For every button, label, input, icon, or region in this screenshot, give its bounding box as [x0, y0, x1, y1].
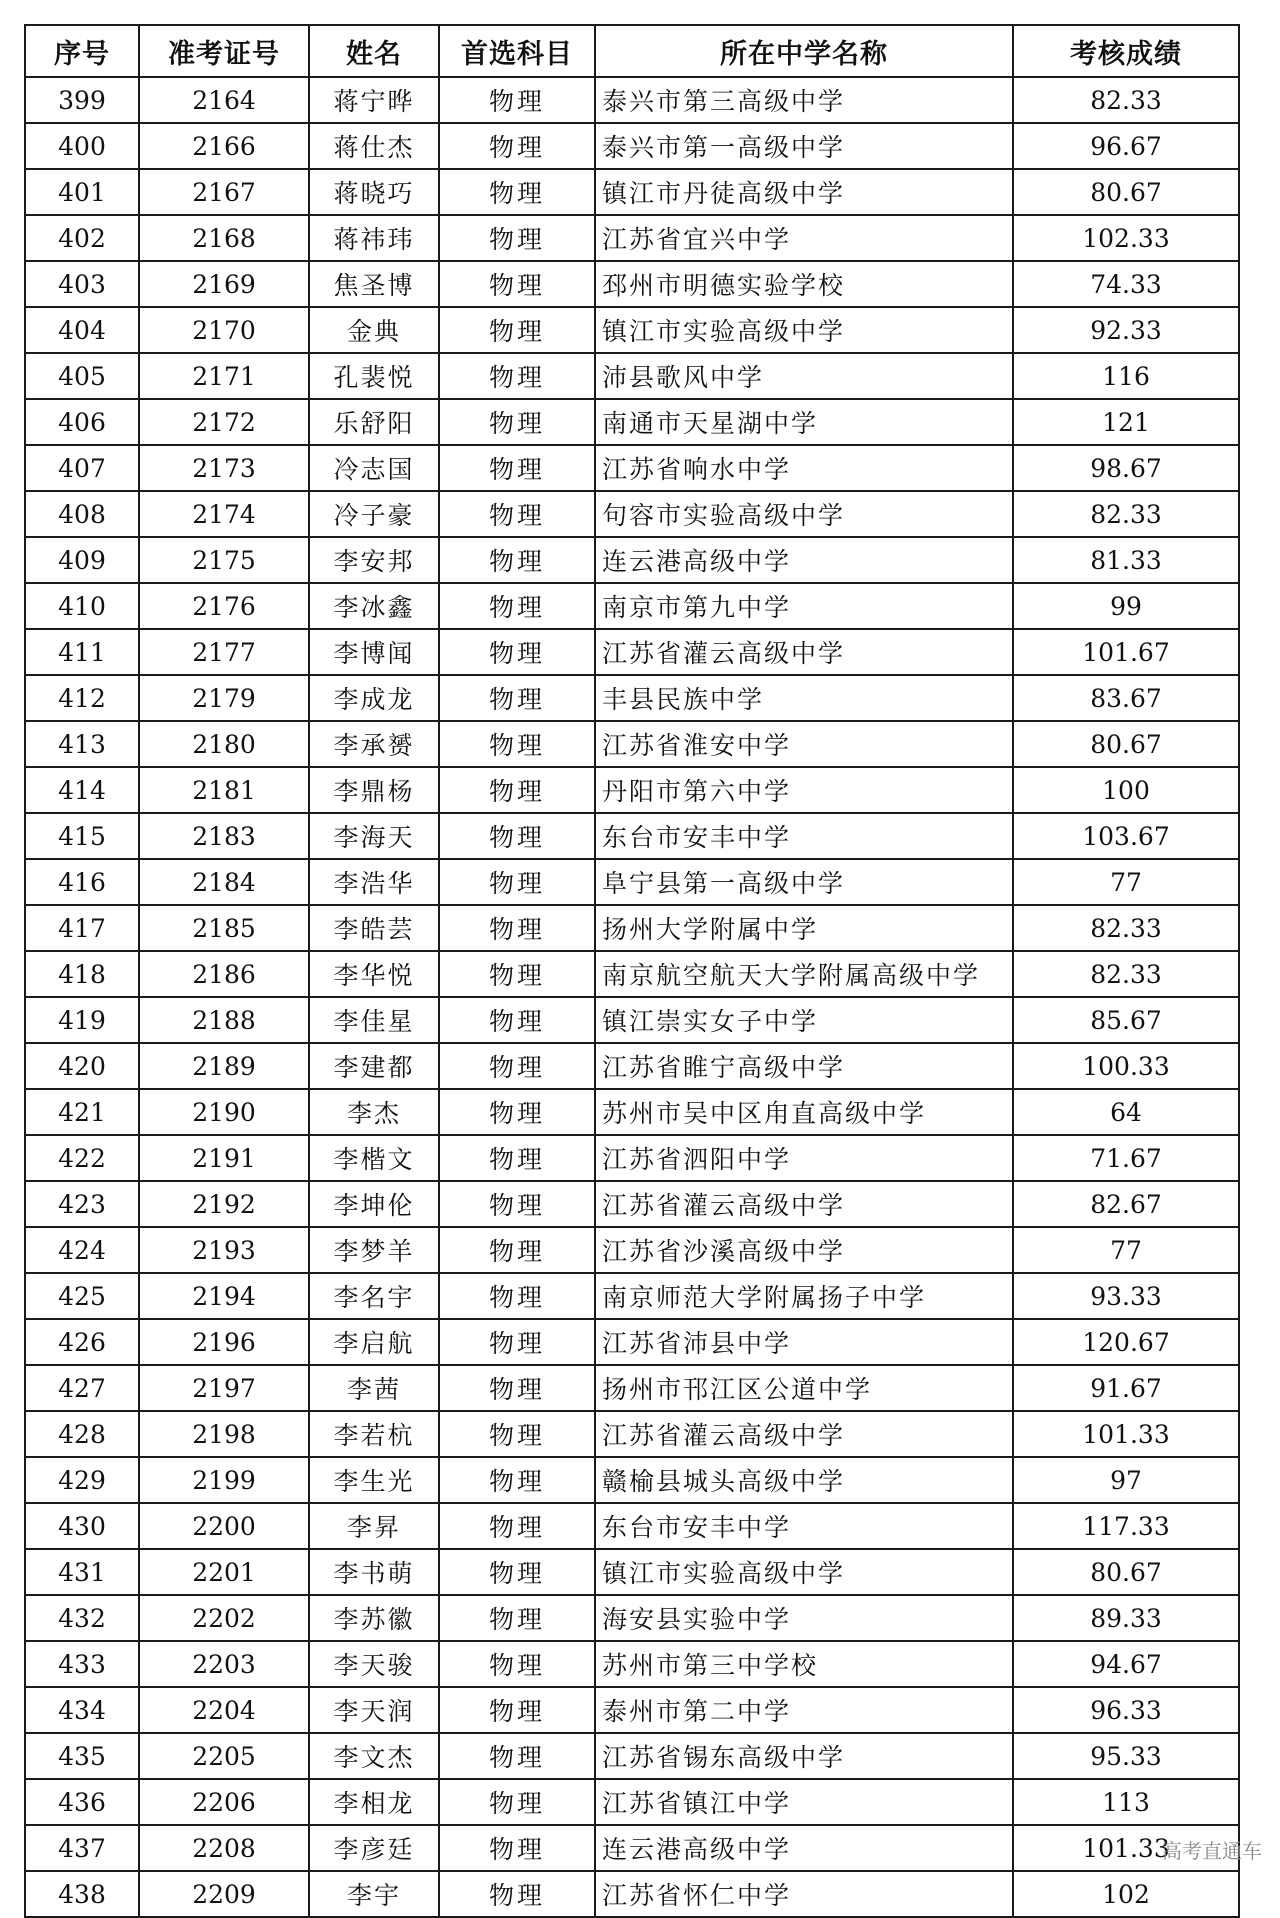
cell-school: 镇江崇实女子中学 [595, 997, 1013, 1043]
cell-school: 赣榆县城头高级中学 [595, 1457, 1013, 1503]
cell-school: 南京师范大学附属扬子中学 [595, 1273, 1013, 1319]
cell-exam-number: 2194 [139, 1273, 309, 1319]
cell-school: 江苏省沛县中学 [595, 1319, 1013, 1365]
cell-index: 417 [25, 905, 139, 951]
cell-name: 李名宇 [309, 1273, 439, 1319]
cell-score: 77 [1013, 1227, 1239, 1273]
cell-score: 95.33 [1013, 1733, 1239, 1779]
table-row [25, 169, 1239, 215]
cell-name: 李皓芸 [309, 905, 439, 951]
cell-school: 江苏省怀仁中学 [595, 1871, 1013, 1917]
cell-score: 113 [1013, 1779, 1239, 1825]
cell-score: 80.67 [1013, 721, 1239, 767]
cell-exam-number: 2169 [139, 261, 309, 307]
cell-subject: 物理 [439, 767, 595, 813]
cell-score: 97 [1013, 1457, 1239, 1503]
cell-exam-number: 2198 [139, 1411, 309, 1457]
cell-subject: 物理 [439, 1503, 595, 1549]
cell-name: 李生光 [309, 1457, 439, 1503]
cell-name: 李启航 [309, 1319, 439, 1365]
table-row [25, 1825, 1239, 1871]
cell-name: 李天润 [309, 1687, 439, 1733]
cell-subject: 物理 [439, 675, 595, 721]
cell-exam-number: 2180 [139, 721, 309, 767]
cell-exam-number: 2208 [139, 1825, 309, 1871]
cell-name: 李若杭 [309, 1411, 439, 1457]
cell-subject: 物理 [439, 1779, 595, 1825]
cell-name: 冷志国 [309, 445, 439, 491]
cell-exam-number: 2199 [139, 1457, 309, 1503]
cell-subject: 物理 [439, 1181, 595, 1227]
cell-name: 李博闻 [309, 629, 439, 675]
cell-exam-number: 2197 [139, 1365, 309, 1411]
cell-index: 437 [25, 1825, 139, 1871]
cell-index: 425 [25, 1273, 139, 1319]
table-row [25, 1549, 1239, 1595]
cell-index: 415 [25, 813, 139, 859]
cell-school: 江苏省响水中学 [595, 445, 1013, 491]
table-row [25, 445, 1239, 491]
cell-subject: 物理 [439, 1089, 595, 1135]
cell-name: 孔裴悦 [309, 353, 439, 399]
cell-school: 泰兴市第一高级中学 [595, 123, 1013, 169]
cell-school: 江苏省镇江中学 [595, 1779, 1013, 1825]
table-row [25, 1733, 1239, 1779]
cell-school: 泰兴市第三高级中学 [595, 77, 1013, 123]
table-row [25, 1503, 1239, 1549]
header-exam-number: 准考证号 [139, 25, 309, 77]
cell-score: 96.33 [1013, 1687, 1239, 1733]
cell-exam-number: 2166 [139, 123, 309, 169]
cell-score: 82.67 [1013, 1181, 1239, 1227]
cell-exam-number: 2184 [139, 859, 309, 905]
cell-subject: 物理 [439, 537, 595, 583]
cell-score: 120.67 [1013, 1319, 1239, 1365]
cell-score: 121 [1013, 399, 1239, 445]
cell-score: 82.33 [1013, 905, 1239, 951]
cell-exam-number: 2179 [139, 675, 309, 721]
cell-name: 李安邦 [309, 537, 439, 583]
cell-exam-number: 2192 [139, 1181, 309, 1227]
cell-score: 71.67 [1013, 1135, 1239, 1181]
header-index: 序号 [25, 25, 139, 77]
table-row [25, 1641, 1239, 1687]
cell-school: 南通市天星湖中学 [595, 399, 1013, 445]
cell-score: 82.33 [1013, 951, 1239, 997]
cell-subject: 物理 [439, 123, 595, 169]
cell-exam-number: 2177 [139, 629, 309, 675]
cell-name: 李浩华 [309, 859, 439, 905]
cell-score: 82.33 [1013, 491, 1239, 537]
cell-exam-number: 2173 [139, 445, 309, 491]
cell-name: 李坤伦 [309, 1181, 439, 1227]
cell-exam-number: 2205 [139, 1733, 309, 1779]
cell-name: 李茜 [309, 1365, 439, 1411]
cell-subject: 物理 [439, 1733, 595, 1779]
cell-subject: 物理 [439, 629, 595, 675]
cell-index: 410 [25, 583, 139, 629]
cell-name: 李佳星 [309, 997, 439, 1043]
cell-score: 85.67 [1013, 997, 1239, 1043]
table-row [25, 675, 1239, 721]
cell-subject: 物理 [439, 1457, 595, 1503]
cell-index: 412 [25, 675, 139, 721]
cell-school: 阜宁县第一高级中学 [595, 859, 1013, 905]
cell-subject: 物理 [439, 77, 595, 123]
cell-school: 邳州市明德实验学校 [595, 261, 1013, 307]
cell-exam-number: 2190 [139, 1089, 309, 1135]
cell-index: 399 [25, 77, 139, 123]
cell-subject: 物理 [439, 1135, 595, 1181]
cell-index: 429 [25, 1457, 139, 1503]
table-row [25, 859, 1239, 905]
cell-index: 434 [25, 1687, 139, 1733]
cell-index: 419 [25, 997, 139, 1043]
cell-index: 400 [25, 123, 139, 169]
cell-school: 句容市实验高级中学 [595, 491, 1013, 537]
cell-subject: 物理 [439, 1825, 595, 1871]
cell-score: 102 [1013, 1871, 1239, 1917]
table-row [25, 767, 1239, 813]
cell-index: 405 [25, 353, 139, 399]
cell-exam-number: 2189 [139, 1043, 309, 1089]
cell-school: 江苏省淮安中学 [595, 721, 1013, 767]
cell-score: 101.33 [1013, 1411, 1239, 1457]
cell-index: 408 [25, 491, 139, 537]
cell-name: 李相龙 [309, 1779, 439, 1825]
cell-index: 413 [25, 721, 139, 767]
cell-school: 连云港高级中学 [595, 1825, 1013, 1871]
cell-subject: 物理 [439, 169, 595, 215]
table-row [25, 1089, 1239, 1135]
cell-index: 428 [25, 1411, 139, 1457]
cell-score: 80.67 [1013, 169, 1239, 215]
cell-name: 李杰 [309, 1089, 439, 1135]
cell-name: 李华悦 [309, 951, 439, 997]
cell-exam-number: 2188 [139, 997, 309, 1043]
cell-index: 420 [25, 1043, 139, 1089]
cell-school: 丹阳市第六中学 [595, 767, 1013, 813]
cell-school: 苏州市第三中学校 [595, 1641, 1013, 1687]
cell-subject: 物理 [439, 1641, 595, 1687]
cell-score: 100 [1013, 767, 1239, 813]
cell-subject: 物理 [439, 445, 595, 491]
table-row [25, 1319, 1239, 1365]
cell-index: 421 [25, 1089, 139, 1135]
cell-school: 南京市第九中学 [595, 583, 1013, 629]
cell-score: 74.33 [1013, 261, 1239, 307]
table-row [25, 1779, 1239, 1825]
table-row [25, 1687, 1239, 1733]
cell-school: 江苏省锡东高级中学 [595, 1733, 1013, 1779]
cell-score: 80.67 [1013, 1549, 1239, 1595]
cell-subject: 物理 [439, 1871, 595, 1917]
cell-exam-number: 2186 [139, 951, 309, 997]
table-row [25, 537, 1239, 583]
cell-subject: 物理 [439, 721, 595, 767]
cell-score: 91.67 [1013, 1365, 1239, 1411]
cell-index: 427 [25, 1365, 139, 1411]
cell-index: 424 [25, 1227, 139, 1273]
table-row [25, 123, 1239, 169]
table-row [25, 813, 1239, 859]
cell-index: 407 [25, 445, 139, 491]
cell-name: 李成龙 [309, 675, 439, 721]
table-row [25, 307, 1239, 353]
cell-score: 81.33 [1013, 537, 1239, 583]
table-header-row [25, 25, 1239, 77]
table-row [25, 261, 1239, 307]
cell-exam-number: 2172 [139, 399, 309, 445]
cell-index: 406 [25, 399, 139, 445]
cell-subject: 物理 [439, 261, 595, 307]
cell-exam-number: 2196 [139, 1319, 309, 1365]
cell-index: 416 [25, 859, 139, 905]
cell-exam-number: 2191 [139, 1135, 309, 1181]
cell-score: 102.33 [1013, 215, 1239, 261]
table-row [25, 77, 1239, 123]
cell-exam-number: 2206 [139, 1779, 309, 1825]
table-row [25, 491, 1239, 537]
cell-score: 89.33 [1013, 1595, 1239, 1641]
cell-index: 409 [25, 537, 139, 583]
cell-exam-number: 2175 [139, 537, 309, 583]
watermark: 高考直通车 [1162, 1839, 1262, 1863]
cell-exam-number: 2204 [139, 1687, 309, 1733]
cell-name: 李苏徽 [309, 1595, 439, 1641]
table-row [25, 1043, 1239, 1089]
cell-school: 扬州大学附属中学 [595, 905, 1013, 951]
table-row [25, 1365, 1239, 1411]
cell-subject: 物理 [439, 215, 595, 261]
cell-exam-number: 2209 [139, 1871, 309, 1917]
cell-score: 64 [1013, 1089, 1239, 1135]
cell-subject: 物理 [439, 859, 595, 905]
cell-name: 李鼎杨 [309, 767, 439, 813]
cell-index: 402 [25, 215, 139, 261]
cell-score: 77 [1013, 859, 1239, 905]
cell-subject: 物理 [439, 1273, 595, 1319]
header-school: 所在中学名称 [595, 25, 1013, 77]
cell-score: 103.67 [1013, 813, 1239, 859]
cell-name: 李天骏 [309, 1641, 439, 1687]
cell-score: 96.67 [1013, 123, 1239, 169]
cell-index: 436 [25, 1779, 139, 1825]
table-row [25, 997, 1239, 1043]
table-row [25, 951, 1239, 997]
cell-school: 镇江市丹徒高级中学 [595, 169, 1013, 215]
cell-school: 泰州市第二中学 [595, 1687, 1013, 1733]
cell-score: 117.33 [1013, 1503, 1239, 1549]
cell-subject: 物理 [439, 1227, 595, 1273]
table-row [25, 1411, 1239, 1457]
table-row [25, 1871, 1239, 1917]
cell-exam-number: 2185 [139, 905, 309, 951]
header-score: 考核成绩 [1013, 25, 1239, 77]
cell-index: 403 [25, 261, 139, 307]
cell-index: 401 [25, 169, 139, 215]
cell-subject: 物理 [439, 951, 595, 997]
cell-exam-number: 2171 [139, 353, 309, 399]
cell-name: 蒋祎玮 [309, 215, 439, 261]
cell-school: 海安县实验中学 [595, 1595, 1013, 1641]
cell-index: 426 [25, 1319, 139, 1365]
cell-name: 李昇 [309, 1503, 439, 1549]
cell-school: 江苏省灌云高级中学 [595, 1181, 1013, 1227]
table-row [25, 215, 1239, 261]
cell-school: 江苏省沙溪高级中学 [595, 1227, 1013, 1273]
cell-subject: 物理 [439, 1549, 595, 1595]
table-row [25, 1457, 1239, 1503]
cell-school: 沛县歌风中学 [595, 353, 1013, 399]
cell-index: 430 [25, 1503, 139, 1549]
cell-exam-number: 2193 [139, 1227, 309, 1273]
cell-index: 438 [25, 1871, 139, 1917]
score-table [24, 24, 1240, 1918]
cell-school: 苏州市吴中区甪直高级中学 [595, 1089, 1013, 1135]
cell-subject: 物理 [439, 905, 595, 951]
cell-score: 83.67 [1013, 675, 1239, 721]
cell-school: 丰县民族中学 [595, 675, 1013, 721]
cell-score: 93.33 [1013, 1273, 1239, 1319]
cell-school: 镇江市实验高级中学 [595, 307, 1013, 353]
table-row [25, 721, 1239, 767]
cell-name: 蒋晓巧 [309, 169, 439, 215]
cell-subject: 物理 [439, 813, 595, 859]
cell-index: 433 [25, 1641, 139, 1687]
cell-subject: 物理 [439, 491, 595, 537]
cell-subject: 物理 [439, 1043, 595, 1089]
cell-exam-number: 2174 [139, 491, 309, 537]
cell-subject: 物理 [439, 1595, 595, 1641]
cell-name: 李建都 [309, 1043, 439, 1089]
cell-name: 李楷文 [309, 1135, 439, 1181]
cell-score: 116 [1013, 353, 1239, 399]
cell-index: 422 [25, 1135, 139, 1181]
cell-school: 南京航空航天大学附属高级中学 [595, 951, 1013, 997]
cell-school: 江苏省睢宁高级中学 [595, 1043, 1013, 1089]
cell-score: 94.67 [1013, 1641, 1239, 1687]
cell-index: 414 [25, 767, 139, 813]
cell-exam-number: 2201 [139, 1549, 309, 1595]
cell-index: 423 [25, 1181, 139, 1227]
cell-exam-number: 2170 [139, 307, 309, 353]
cell-school: 镇江市实验高级中学 [595, 1549, 1013, 1595]
table-row [25, 1181, 1239, 1227]
table-row [25, 399, 1239, 445]
table-row [25, 1227, 1239, 1273]
cell-subject: 物理 [439, 353, 595, 399]
cell-name: 金典 [309, 307, 439, 353]
cell-index: 435 [25, 1733, 139, 1779]
cell-school: 连云港高级中学 [595, 537, 1013, 583]
cell-exam-number: 2202 [139, 1595, 309, 1641]
cell-school: 东台市安丰中学 [595, 813, 1013, 859]
cell-exam-number: 2176 [139, 583, 309, 629]
table-row [25, 1595, 1239, 1641]
cell-name: 李承赟 [309, 721, 439, 767]
cell-school: 江苏省泗阳中学 [595, 1135, 1013, 1181]
cell-exam-number: 2200 [139, 1503, 309, 1549]
cell-index: 431 [25, 1549, 139, 1595]
cell-name: 李宇 [309, 1871, 439, 1917]
cell-score: 100.33 [1013, 1043, 1239, 1089]
cell-name: 蒋宁晔 [309, 77, 439, 123]
cell-score: 82.33 [1013, 77, 1239, 123]
cell-name: 冷子豪 [309, 491, 439, 537]
cell-exam-number: 2181 [139, 767, 309, 813]
header-name: 姓名 [309, 25, 439, 77]
cell-score: 92.33 [1013, 307, 1239, 353]
cell-name: 蒋仕杰 [309, 123, 439, 169]
cell-name: 李书萌 [309, 1549, 439, 1595]
cell-school: 扬州市邗江区公道中学 [595, 1365, 1013, 1411]
cell-subject: 物理 [439, 307, 595, 353]
table-row [25, 629, 1239, 675]
cell-subject: 物理 [439, 1319, 595, 1365]
cell-score: 101.33 [1013, 1825, 1239, 1871]
cell-index: 404 [25, 307, 139, 353]
cell-name: 焦圣博 [309, 261, 439, 307]
cell-exam-number: 2183 [139, 813, 309, 859]
cell-school: 江苏省灌云高级中学 [595, 1411, 1013, 1457]
cell-school: 江苏省宜兴中学 [595, 215, 1013, 261]
cell-exam-number: 2167 [139, 169, 309, 215]
cell-subject: 物理 [439, 997, 595, 1043]
cell-score: 101.67 [1013, 629, 1239, 675]
cell-name: 李海天 [309, 813, 439, 859]
cell-subject: 物理 [439, 1687, 595, 1733]
cell-name: 李冰鑫 [309, 583, 439, 629]
cell-exam-number: 2168 [139, 215, 309, 261]
cell-exam-number: 2203 [139, 1641, 309, 1687]
cell-score: 99 [1013, 583, 1239, 629]
cell-score: 98.67 [1013, 445, 1239, 491]
table-row [25, 1273, 1239, 1319]
cell-subject: 物理 [439, 399, 595, 445]
table-row [25, 583, 1239, 629]
cell-index: 411 [25, 629, 139, 675]
cell-exam-number: 2164 [139, 77, 309, 123]
cell-index: 432 [25, 1595, 139, 1641]
cell-name: 李彦廷 [309, 1825, 439, 1871]
cell-subject: 物理 [439, 583, 595, 629]
cell-index: 418 [25, 951, 139, 997]
cell-subject: 物理 [439, 1411, 595, 1457]
table-row [25, 1135, 1239, 1181]
cell-school: 东台市安丰中学 [595, 1503, 1013, 1549]
header-subject: 首选科目 [439, 25, 595, 77]
table-row [25, 905, 1239, 951]
cell-name: 乐舒阳 [309, 399, 439, 445]
cell-name: 李文杰 [309, 1733, 439, 1779]
cell-name: 李梦羊 [309, 1227, 439, 1273]
table-row [25, 353, 1239, 399]
cell-school: 江苏省灌云高级中学 [595, 629, 1013, 675]
table-body [25, 77, 1239, 1917]
cell-subject: 物理 [439, 1365, 595, 1411]
